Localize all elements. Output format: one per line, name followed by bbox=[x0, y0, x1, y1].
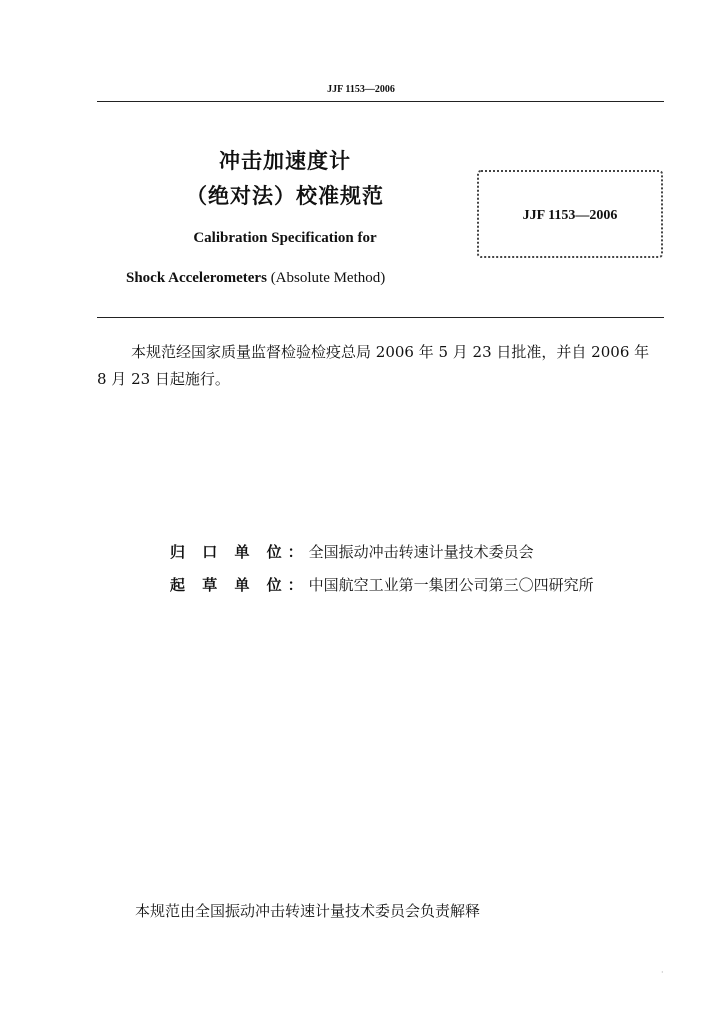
standard-code-box bbox=[477, 170, 663, 258]
header-rule bbox=[97, 101, 664, 102]
responsible-unit-line bbox=[170, 541, 534, 562]
header-standard-code: JJF 1153—2006 bbox=[327, 84, 395, 95]
title-english-line-2 bbox=[126, 270, 385, 287]
title-english-method: (Absolute Method) bbox=[270, 270, 386, 286]
scan-speck: · bbox=[661, 968, 664, 977]
standard-code-box-text: JJF 1153—2006 bbox=[522, 208, 618, 223]
title-english-bold-part: Shock Accelerometers bbox=[126, 270, 267, 286]
responsible-unit-value: 全国振动冲击转速计量技术委员会 bbox=[308, 543, 534, 561]
responsible-unit-label: 归 口 单 位： bbox=[170, 543, 309, 561]
title-english-line-1: Calibration Specification for bbox=[193, 230, 377, 246]
title-chinese-line-1: 冲击加速度计 bbox=[219, 149, 351, 173]
approval-paragraph: 本规范经国家质量监督检验检疫总局 2006 年 5 月 23 日批准，并自 2006 年 8 月 23 日起施行。 bbox=[97, 343, 650, 388]
title-chinese-line-2: （绝对法）校准规范 bbox=[186, 184, 384, 208]
section-rule bbox=[97, 317, 664, 318]
drafting-unit-line bbox=[170, 574, 594, 595]
drafting-unit-value: 中国航空工业第一集团公司第三〇四研究所 bbox=[308, 576, 594, 594]
drafting-unit-label: 起 草 单 位： bbox=[170, 576, 309, 594]
interpretation-note: 本规范由全国振动冲击转速计量技术委员会负责解释 bbox=[135, 902, 481, 920]
